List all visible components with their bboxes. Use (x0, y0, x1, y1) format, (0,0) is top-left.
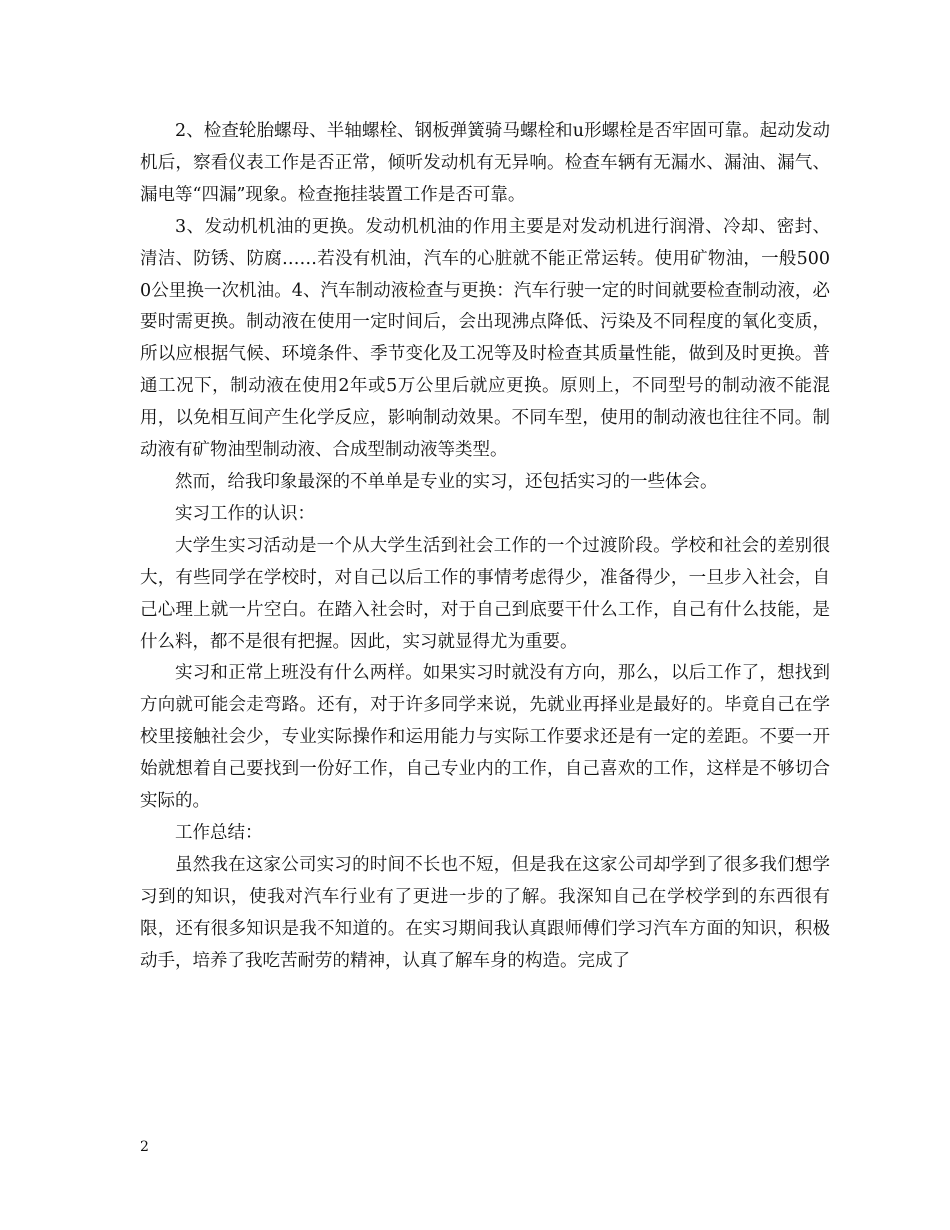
heading-work-summary: 工作总结： (175, 822, 263, 843)
paragraph-transition-stage: 大学生实习活动是一个从大学生活到社会工作的一个过渡阶段。学校和社会的差别很大，有些同学在学校时，对自己以后工作的事情考虑得少，准备得少，一旦步入社会，自己心理上就一片空白。在踏入社会时，对于自己到底要干什么工作，自己有什么技能，是什么料，都不是很有把握。因此，实习就显得尤为重要。 (140, 535, 830, 652)
paragraph-impression: 然而，给我印象最深的不单单是专业的实习，还包括实习的一些体会。 (175, 471, 718, 492)
paragraph-tire-bolt-check: 2、检查轮胎螺母、半轴螺栓、钢板弹簧骑马螺栓和u形螺栓是否牢固可靠。起动发动机后，察看仪表工作是否正常，倾听发动机有无异响。检查车辆有无漏水、漏油、漏气、漏电等“四漏”现象。检查拖挂装置工作是否可靠。 (140, 121, 830, 205)
paragraph-internship-direction: 实习和正常上班没有什么两样。如果实习时就没有方向，那么，以后工作了，想找到方向就可能会走弯路。还有，对于许多同学来说，先就业再择业是最好的。毕竟自己在学校里接触社会少，专业实际操作和运用能力与实际工作要求还是有一定的差距。不要一开始就想着自己要找到一份好工作，自己专业内的工作，自己喜欢的工作，这样是不够切合实际的。 (140, 663, 830, 812)
document-body (140, 116, 830, 977)
page-number: 2 (140, 1139, 149, 1155)
paragraph-oil-and-brake-fluid: 3、发动机机油的更换。发动机机油的作用主要是对发动机进行润滑、冷却、密封、清洁、防锈、防腐……若没有机油，汽车的心脏就不能正常运转。使用矿物油，一般5000公里换一次机油。4、汽车制动液检查与更换：汽车行驶一定的时间就要检查制动液，必要时需更换。制动液在使用一定时间后，会出现沸点降低、污染及不同程度的氧化变质，所以应根据气候、环境条件、季节变化及工况等及时检查其质量性能，做到及时更换。普通工况下，制动液在使用2年或5万公里后就应更换。原则上，不同型号的制动液不能混用，以免相互间产生化学反应，影响制动效果。不同车型，使用的制动液也往往不同。制动液有矿物油型制动液、合成型制动液等类型。 (140, 216, 830, 461)
paragraph-work-summary: 虽然我在这家公司实习的时间不长也不短，但是我在这家公司却学到了很多我们想学习到的知识，使我对汽车行业有了更进一步的了解。我深知自己在学校学到的东西很有限，还有很多知识是我不知道的。在实习期间我认真跟师傅们学习汽车方面的知识，积极动手，培养了我吃苦耐劳的精神，认真了解车身的构造。完成了 (140, 854, 830, 971)
heading-internship-understanding: 实习工作的认识： (175, 503, 315, 524)
